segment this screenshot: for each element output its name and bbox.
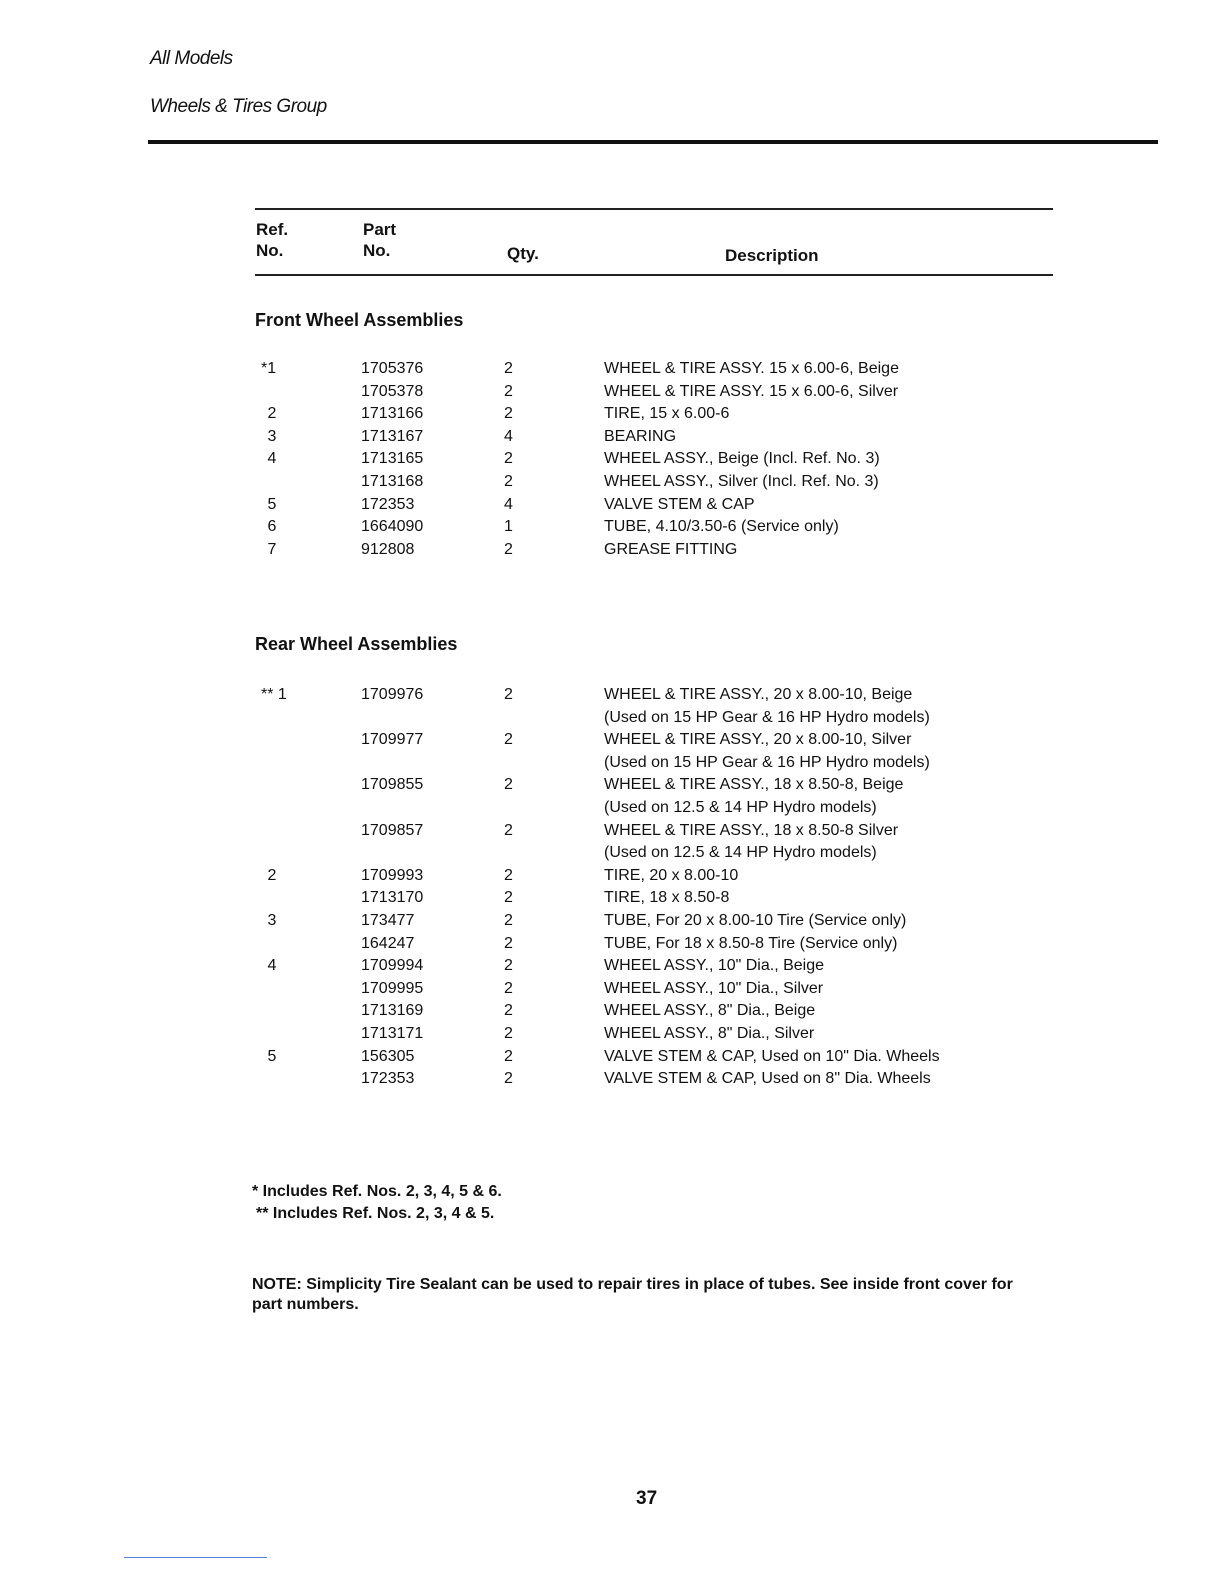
part-no-cell: 1664090 bbox=[361, 518, 424, 536]
table-row bbox=[255, 684, 1035, 729]
ref-no-cell: ** 1 bbox=[261, 686, 287, 703]
ref-no-cell bbox=[255, 381, 289, 404]
part-no-cell: 1713168 bbox=[361, 472, 424, 490]
part-no-cell: 1709855 bbox=[361, 776, 424, 794]
header-rule bbox=[148, 140, 1158, 144]
description-line: (Used on 12.5 & 14 HP Hydro models) bbox=[604, 844, 877, 862]
models-heading: All Models bbox=[150, 48, 233, 69]
part-no-cell: 1709977 bbox=[361, 731, 424, 749]
column-part-line1: Part bbox=[363, 220, 397, 239]
qty-cell: 2 bbox=[504, 821, 513, 839]
ref-no-cell: *1 bbox=[261, 360, 277, 377]
qty-cell: 4 bbox=[504, 427, 513, 445]
ref-no-cell bbox=[255, 729, 289, 774]
description-line: BEARING bbox=[604, 427, 677, 445]
qty-cell: 2 bbox=[504, 472, 513, 490]
description-cell bbox=[604, 820, 1004, 865]
description-line: WHEEL ASSY., Beige (Incl. Ref. No. 3) bbox=[604, 450, 880, 468]
description-line: WHEEL ASSY., Silver (Incl. Ref. No. 3) bbox=[604, 472, 879, 490]
ref-no-cell bbox=[255, 1023, 289, 1046]
description-line: GREASE FITTING bbox=[604, 540, 738, 558]
description-cell bbox=[604, 955, 1004, 978]
description-line: (Used on 12.5 & 14 HP Hydro models) bbox=[604, 798, 877, 816]
rear-parts-table bbox=[255, 684, 1035, 1091]
group-heading: Wheels & Tires Group bbox=[150, 96, 327, 117]
table-row bbox=[255, 910, 1035, 933]
column-ref-line2: No. bbox=[256, 241, 284, 260]
part-no-cell: 1713171 bbox=[361, 1024, 424, 1042]
qty-cell: 2 bbox=[504, 1070, 513, 1088]
table-row bbox=[255, 494, 1035, 517]
part-no-cell: 172353 bbox=[361, 495, 415, 513]
ref-no-cell: 5 bbox=[267, 1047, 277, 1065]
footnote-double-star: ** Includes Ref. Nos. 2, 3, 4 & 5. bbox=[256, 1205, 495, 1222]
ref-no-cell: 6 bbox=[267, 518, 277, 536]
column-part-no bbox=[363, 219, 396, 261]
ref-no-cell bbox=[255, 978, 289, 1001]
qty-cell: 2 bbox=[504, 450, 513, 468]
part-no-cell: 1709857 bbox=[361, 821, 424, 839]
description-line: WHEEL & TIRE ASSY., 20 x 8.00-10, Beige bbox=[604, 686, 913, 703]
part-no-cell: 1709995 bbox=[361, 979, 424, 997]
description-line: WHEEL & TIRE ASSY., 18 x 8.50-8 Silver bbox=[604, 821, 899, 839]
qty-cell: 2 bbox=[504, 686, 513, 703]
ref-no-cell: 2 bbox=[267, 405, 277, 423]
description-line: TIRE, 18 x 8.50-8 bbox=[604, 889, 730, 907]
qty-cell: 2 bbox=[504, 979, 513, 997]
part-no-cell: 1713166 bbox=[361, 405, 424, 423]
qty-cell: 2 bbox=[504, 540, 513, 558]
description-cell bbox=[604, 1023, 1004, 1046]
description-line: TUBE, 4.10/3.50-6 (Service only) bbox=[604, 518, 839, 536]
rear-section-title: Rear Wheel Assemblies bbox=[255, 634, 458, 654]
ref-no-cell: 4 bbox=[267, 450, 277, 468]
description-cell bbox=[604, 1000, 1004, 1023]
description-line: WHEEL & TIRE ASSY., 20 x 8.00-10, Silver bbox=[604, 731, 912, 749]
qty-cell: 4 bbox=[504, 495, 513, 513]
description-cell bbox=[604, 774, 1004, 819]
qty-cell: 2 bbox=[504, 1002, 513, 1020]
description-cell bbox=[604, 978, 1004, 1001]
description-line: VALVE STEM & CAP, Used on 10" Dia. Wheels bbox=[604, 1047, 940, 1065]
column-qty: Qty. bbox=[507, 244, 539, 263]
part-no-cell: 1709994 bbox=[361, 957, 424, 975]
qty-cell: 2 bbox=[504, 934, 513, 952]
column-ref-no bbox=[256, 219, 288, 261]
ref-no-cell: 3 bbox=[267, 911, 277, 929]
part-no-cell: 1713165 bbox=[361, 450, 424, 468]
table-row bbox=[255, 381, 1035, 404]
description-cell bbox=[604, 887, 1004, 910]
ref-no-cell: 2 bbox=[267, 866, 277, 884]
qty-cell: 2 bbox=[504, 866, 513, 884]
table-row bbox=[255, 403, 1035, 426]
description-cell bbox=[604, 358, 1004, 381]
description-line: WHEEL ASSY., 8" Dia., Beige bbox=[604, 1002, 816, 1020]
description-cell bbox=[604, 1046, 1004, 1069]
table-row bbox=[255, 978, 1035, 1001]
ref-no-cell bbox=[255, 820, 289, 865]
ref-no-cell bbox=[255, 1068, 289, 1091]
part-no-cell: 164247 bbox=[361, 934, 415, 952]
description-cell bbox=[604, 910, 1004, 933]
qty-cell: 2 bbox=[504, 405, 513, 423]
description-line: VALVE STEM & CAP, Used on 8" Dia. Wheels bbox=[604, 1070, 931, 1088]
footnote-single-star: * Includes Ref. Nos. 2, 3, 4, 5 & 6. bbox=[252, 1183, 502, 1200]
qty-cell: 2 bbox=[504, 776, 513, 794]
table-row bbox=[255, 820, 1035, 865]
table-row bbox=[255, 1068, 1035, 1091]
table-row bbox=[255, 933, 1035, 956]
table-row bbox=[255, 865, 1035, 888]
part-no-cell: 1713169 bbox=[361, 1002, 424, 1020]
description-cell bbox=[604, 684, 1004, 729]
front-parts-table bbox=[255, 358, 1035, 561]
front-section-title: Front Wheel Assemblies bbox=[255, 310, 464, 330]
description-line: WHEEL & TIRE ASSY., 18 x 8.50-8, Beige bbox=[604, 776, 904, 794]
part-no-cell: 912808 bbox=[361, 540, 415, 558]
description-cell bbox=[604, 516, 1004, 539]
description-line: WHEEL & TIRE ASSY. 15 x 6.00-6, Beige bbox=[604, 360, 899, 377]
description-cell bbox=[604, 933, 1004, 956]
table-row bbox=[255, 448, 1035, 471]
part-no-cell: 1713170 bbox=[361, 889, 424, 907]
ref-no-cell bbox=[255, 933, 289, 956]
column-part-line2: No. bbox=[363, 241, 391, 260]
qty-cell: 1 bbox=[504, 518, 513, 536]
ref-no-cell bbox=[255, 471, 289, 494]
ref-no-cell: 4 bbox=[267, 957, 277, 975]
part-no-cell: 1705376 bbox=[361, 360, 424, 377]
description-line: (Used on 15 HP Gear & 16 HP Hydro models) bbox=[604, 753, 930, 771]
table-row bbox=[255, 955, 1035, 978]
description-line: TIRE, 20 x 8.00-10 bbox=[604, 866, 739, 884]
table-row bbox=[255, 774, 1035, 819]
table-row bbox=[255, 1000, 1035, 1023]
description-line: TUBE, For 18 x 8.50-8 Tire (Service only) bbox=[604, 934, 898, 952]
qty-cell: 2 bbox=[504, 1024, 513, 1042]
description-line: VALVE STEM & CAP bbox=[604, 495, 755, 513]
bottom-underline bbox=[124, 1557, 267, 1558]
qty-cell: 2 bbox=[504, 911, 513, 929]
part-no-cell: 1713167 bbox=[361, 427, 424, 445]
page-number: 37 bbox=[636, 1488, 658, 1509]
table-row bbox=[255, 1046, 1035, 1069]
qty-cell: 2 bbox=[504, 382, 513, 400]
ref-no-cell: 7 bbox=[267, 540, 277, 558]
description-line: WHEEL & TIRE ASSY. 15 x 6.00-6, Silver bbox=[604, 382, 899, 400]
part-no-cell: 1709993 bbox=[361, 866, 424, 884]
table-row bbox=[255, 516, 1035, 539]
description-line: WHEEL ASSY., 10" Dia., Beige bbox=[604, 957, 825, 975]
ref-no-cell bbox=[255, 1000, 289, 1023]
table-row bbox=[255, 729, 1035, 774]
part-no-cell: 156305 bbox=[361, 1047, 415, 1065]
ref-no-cell: 5 bbox=[267, 495, 277, 513]
table-row bbox=[255, 426, 1035, 449]
qty-cell: 2 bbox=[504, 1047, 513, 1065]
qty-cell: 2 bbox=[504, 731, 513, 749]
ref-no-cell bbox=[255, 887, 289, 910]
description-line: TIRE, 15 x 6.00-6 bbox=[604, 405, 730, 423]
table-row bbox=[255, 539, 1035, 562]
part-no-cell: 173477 bbox=[361, 911, 415, 929]
description-cell bbox=[604, 1068, 1004, 1091]
description-cell bbox=[604, 426, 1004, 449]
description-cell bbox=[604, 381, 1004, 404]
description-cell bbox=[604, 539, 1004, 562]
description-cell bbox=[604, 448, 1004, 471]
description-cell bbox=[604, 494, 1004, 517]
part-no-cell: 1709976 bbox=[361, 686, 424, 703]
ref-no-cell: 3 bbox=[267, 427, 277, 445]
description-cell bbox=[604, 865, 1004, 888]
description-line: TUBE, For 20 x 8.00-10 Tire (Service only) bbox=[604, 911, 907, 929]
part-no-cell: 1705378 bbox=[361, 382, 424, 400]
description-cell bbox=[604, 729, 1004, 774]
qty-cell: 2 bbox=[504, 360, 513, 377]
part-no-cell: 172353 bbox=[361, 1070, 415, 1088]
description-cell bbox=[604, 403, 1004, 426]
column-ref-line1: Ref. bbox=[256, 220, 289, 239]
qty-cell: 2 bbox=[504, 889, 513, 907]
column-header-bottom-rule bbox=[255, 274, 1053, 276]
column-description: Description bbox=[725, 246, 819, 265]
sealant-note: NOTE: Simplicity Tire Sealant can be used to repair tires in place of tubes. See inside front cover for part numbers. bbox=[252, 1276, 1013, 1313]
column-header-top-rule bbox=[255, 208, 1053, 210]
table-row bbox=[255, 471, 1035, 494]
column-headers bbox=[255, 204, 1053, 278]
description-line: WHEEL ASSY., 8" Dia., Silver bbox=[604, 1024, 815, 1042]
qty-cell: 2 bbox=[504, 957, 513, 975]
description-line: WHEEL ASSY., 10" Dia., Silver bbox=[604, 979, 824, 997]
table-row bbox=[255, 1023, 1035, 1046]
ref-no-cell bbox=[255, 774, 289, 819]
table-row bbox=[255, 358, 1035, 381]
table-row bbox=[255, 887, 1035, 910]
description-line: (Used on 15 HP Gear & 16 HP Hydro models) bbox=[604, 708, 930, 726]
description-cell bbox=[604, 471, 1004, 494]
